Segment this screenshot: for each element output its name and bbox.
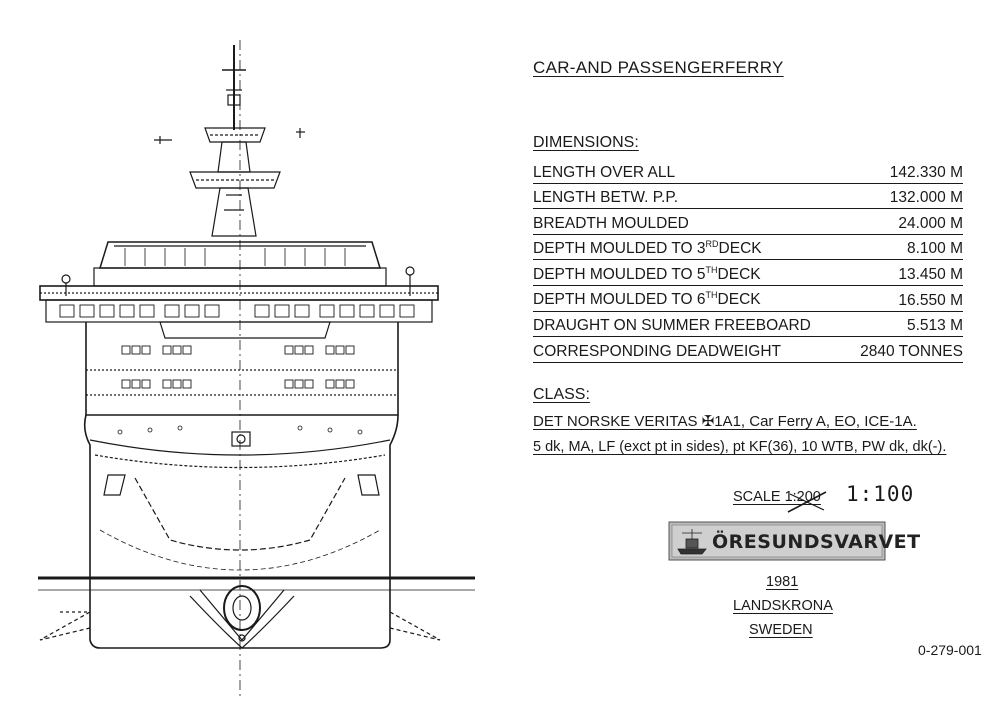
scale-strikeout-mark [784, 488, 832, 516]
dimension-label: BREADTH MOULDED [533, 214, 689, 232]
dimension-label: DEPTH MOULDED TO 3RDDECK [533, 239, 762, 258]
dimension-row-draught [533, 312, 963, 338]
shipyard-name: ÖRESUNDSVARVET [712, 531, 921, 553]
dimension-label: DEPTH MOULDED TO 6THDECK [533, 290, 761, 309]
drawing-title: CAR-AND PASSENGERFERRY [533, 58, 784, 77]
drawing-number: 0-279-001 [918, 642, 982, 658]
dimension-row-depth-5th [533, 260, 963, 286]
dimension-row-depth-3rd [533, 235, 963, 261]
dimension-row-length-overall [533, 158, 963, 184]
dimension-row-breadth [533, 209, 963, 235]
dimension-value: 132.000 M [889, 189, 963, 207]
class-line-1: DET NORSKE VERITAS ✠1A1, Car Ferry A, EO, ICE-1A. [533, 413, 917, 430]
dimension-row-length-pp [533, 184, 963, 210]
dimension-value: 16.550 M [898, 291, 963, 309]
dimension-row-deadweight [533, 337, 963, 363]
scale-handwritten: 1:100 [846, 482, 915, 506]
dimension-value: 5.513 M [906, 317, 963, 335]
dimensions-heading: DIMENSIONS: [533, 134, 639, 151]
class-heading: CLASS: [533, 386, 590, 403]
dimension-label: LENGTH BETW. P.P. [533, 189, 679, 207]
dimension-label: LENGTH OVER ALL [533, 163, 676, 181]
dimension-value: 13.450 M [898, 265, 963, 283]
dimensions-table [533, 158, 963, 363]
dimension-value: 24.000 M [898, 214, 963, 232]
shipyard-country: SWEDEN [749, 622, 813, 638]
dimension-value: 142.330 M [889, 163, 963, 181]
class-line-2: 5 dk, MA, LF (exct pt in sides), pt KF(36), 10 WTB, PW dk, dk(-). [533, 439, 947, 455]
dimension-value: 2840 TONNES [860, 342, 963, 360]
dimension-value: 8.100 M [906, 240, 963, 258]
build-year: 1981 [766, 574, 799, 590]
dimension-label: DRAUGHT ON SUMMER FREEBOARD [533, 317, 811, 335]
dimension-label: CORRESPONDING DEADWEIGHT [533, 342, 782, 360]
shipyard-city: LANDSKRONA [733, 598, 833, 614]
dimension-label: DEPTH MOULDED TO 5THDECK [533, 264, 761, 283]
scale-printed: SCALE 1:200 [733, 489, 821, 505]
dimension-row-depth-6th [533, 286, 963, 312]
